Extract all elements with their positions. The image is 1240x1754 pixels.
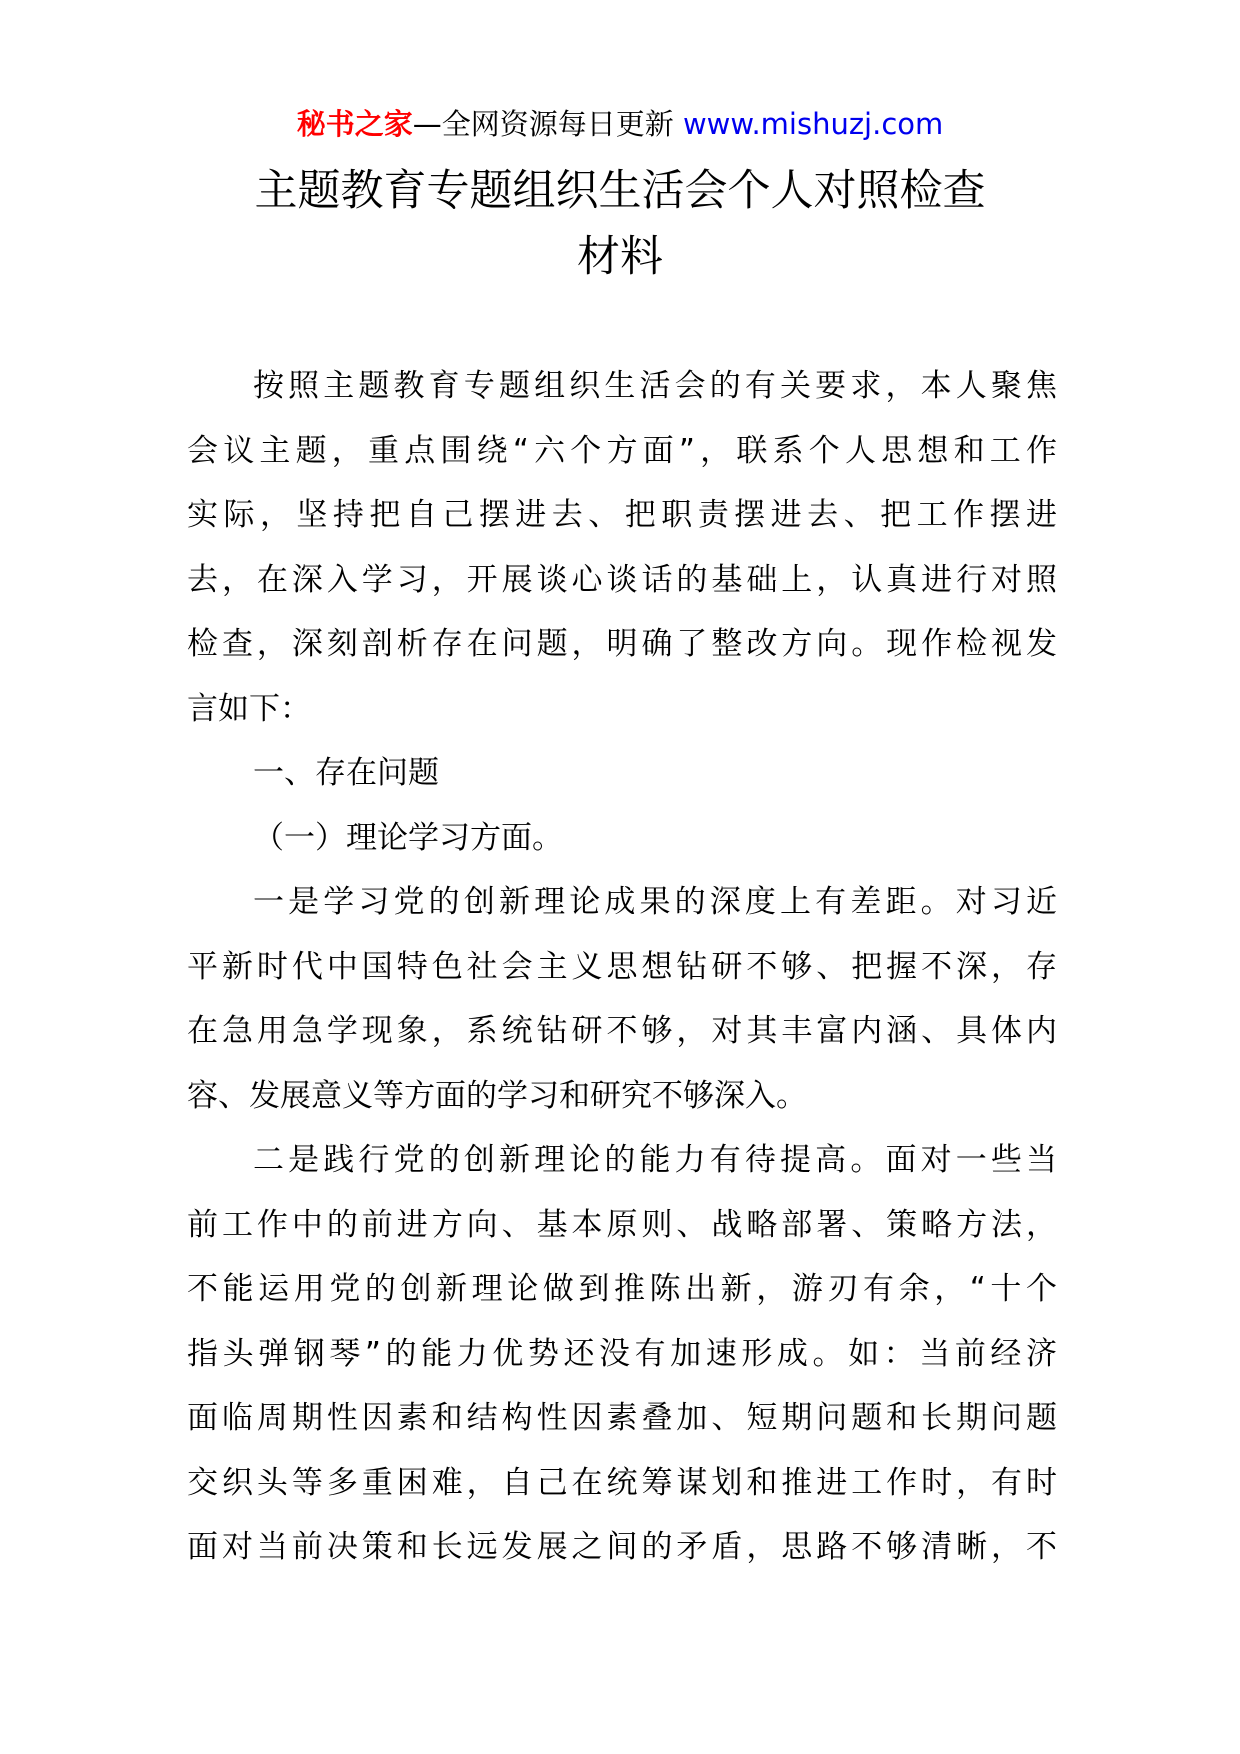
- paragraph-line: 交织头等多重困难，自己在统筹谋划和推进工作时，有时: [187, 1464, 1057, 1501]
- paragraph-line: 面对当前决策和长远发展之间的矛盾，思路不够清晰，不: [187, 1529, 1057, 1565]
- paragraph-line: 面临周期性因素和结构性因素叠加、短期问题和长期问题: [187, 1400, 1057, 1436]
- paragraph-line: 检查，深刻剖析存在问题，明确了整改方向。现作检视发: [187, 626, 1057, 662]
- paragraph-line: 去，在深入学习，开展谈心谈话的基础上，认真进行对照: [187, 561, 1057, 598]
- section-heading: 一、存在问题: [253, 755, 439, 791]
- paragraph-line: 指头弹钢琴”的能力优势还没有加速形成。如：当前经济: [187, 1335, 1057, 1372]
- paragraph-line: 二是践行党的创新理论的能力有待提高。面对一些当: [253, 1142, 1057, 1178]
- title-line: 主题教育专题组织生活会个人对照检查: [254, 166, 986, 216]
- paragraph-line: 前工作中的前进方向、基本原则、战略部署、策略方法，: [187, 1206, 1057, 1243]
- paragraph-line: 平新时代中国特色社会主义思想钻研不够、把握不深，存: [187, 948, 1057, 985]
- paragraph-line: 会议主题，重点围绕“六个方面”，联系个人思想和工作: [187, 432, 1057, 469]
- brand-name: 秘书之家: [296, 107, 413, 141]
- paragraph-line: 按照主题教育专题组织生活会的有关要求，本人聚焦: [253, 368, 1057, 404]
- site-url-link[interactable]: www.mishuzj.com: [682, 107, 944, 141]
- paragraph-line: 一是学习党的创新理论成果的深度上有差距。对习近: [253, 884, 1057, 920]
- site-header: [0, 96, 1240, 152]
- paragraph-line: 实际，坚持把自己摆进去、把职责摆进去、把工作摆进: [187, 497, 1057, 533]
- paragraph-line: 容、发展意义等方面的学习和研究不够深入。: [187, 1077, 807, 1114]
- header-tagline: —全网资源每日更新: [412, 107, 674, 141]
- subsection-heading: （一）理论学习方面。: [253, 819, 563, 856]
- document-title: [0, 158, 1240, 290]
- title-line: 材料: [577, 232, 663, 282]
- paragraph-line: 言如下：: [187, 690, 311, 727]
- document-body: [187, 354, 1057, 1580]
- paragraph-line: 不能运用党的创新理论做到推陈出新，游刃有余，“十个: [187, 1271, 1057, 1307]
- paragraph-line: 在急用急学现象，系统钻研不够，对其丰富内涵、具体内: [187, 1013, 1057, 1049]
